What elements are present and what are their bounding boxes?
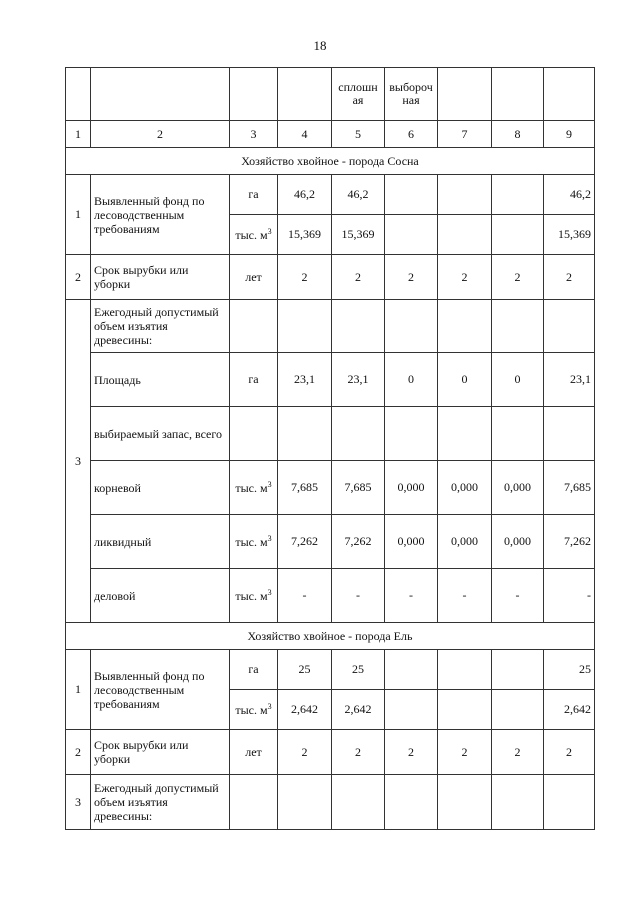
unit-cell: тыс. $м^3$ bbox=[230, 690, 278, 730]
section-title-row bbox=[66, 623, 595, 650]
value-cell: 0 bbox=[492, 353, 544, 407]
section-title: Хозяйство хвойное - порода Ель bbox=[66, 623, 595, 650]
unit-cell: тыс. $м^3$ bbox=[230, 215, 278, 255]
value-cell: 2 bbox=[278, 730, 332, 775]
unit-cell: тыс. $м^3$ bbox=[230, 461, 278, 515]
col-number: 3 bbox=[230, 121, 278, 148]
value-cell: 2 bbox=[544, 730, 595, 775]
value-cell: 7,262 bbox=[544, 515, 595, 569]
column-number-row bbox=[66, 121, 595, 148]
row-number: 3 bbox=[66, 775, 91, 830]
value-cell: 25 bbox=[278, 650, 332, 690]
row-label: корневой bbox=[91, 461, 230, 515]
table-row bbox=[66, 353, 595, 407]
value-cell: 2 bbox=[278, 255, 332, 300]
table-row bbox=[66, 175, 595, 215]
row-number: 2 bbox=[66, 730, 91, 775]
table-row bbox=[66, 650, 595, 690]
value-cell: 2 bbox=[438, 255, 492, 300]
value-cell: 2 bbox=[332, 730, 385, 775]
row-label: деловой bbox=[91, 569, 230, 623]
value-cell: 0,000 bbox=[385, 515, 438, 569]
section-title-row bbox=[66, 148, 595, 175]
unit-cell: тыс. $м^3$ bbox=[230, 569, 278, 623]
row-number: 3 bbox=[66, 300, 91, 623]
value-cell: 2 bbox=[332, 255, 385, 300]
value-cell: 2 bbox=[385, 730, 438, 775]
row-label: Выявленный фонд по лесоводственным требованиям bbox=[91, 175, 230, 255]
row-number: 1 bbox=[66, 175, 91, 255]
value-cell: - bbox=[332, 569, 385, 623]
value-cell: 23,1 bbox=[332, 353, 385, 407]
value-cell: 7,685 bbox=[332, 461, 385, 515]
table-row bbox=[66, 569, 595, 623]
value-cell: 7,685 bbox=[278, 461, 332, 515]
value-cell: 0,000 bbox=[492, 461, 544, 515]
col-number: 5 bbox=[332, 121, 385, 148]
value-cell: 46,2 bbox=[544, 175, 595, 215]
value-cell: 0,000 bbox=[492, 515, 544, 569]
value-cell: 23,1 bbox=[278, 353, 332, 407]
header-col5: сплошн ая bbox=[332, 68, 385, 121]
col-number: 8 bbox=[492, 121, 544, 148]
table-row bbox=[66, 730, 595, 775]
header-col6: выбороч ная bbox=[385, 68, 438, 121]
value-cell: - bbox=[385, 569, 438, 623]
row-label: Площадь bbox=[91, 353, 230, 407]
row-number: 2 bbox=[66, 255, 91, 300]
value-cell: 25 bbox=[544, 650, 595, 690]
col-number: 9 bbox=[544, 121, 595, 148]
value-cell: 15,369 bbox=[332, 215, 385, 255]
forest-data-table bbox=[65, 67, 595, 830]
row-label: Срок вырубки или уборки bbox=[91, 255, 230, 300]
row-label: Ежегодный допустимый объем изъятия древесины: bbox=[91, 775, 230, 830]
table-row bbox=[66, 407, 595, 461]
unit-cell: тыс. $м^3$ bbox=[230, 515, 278, 569]
value-cell: 0 bbox=[385, 353, 438, 407]
value-cell: - bbox=[544, 569, 595, 623]
value-cell: 25 bbox=[332, 650, 385, 690]
page-number: 18 bbox=[313, 38, 327, 53]
value-cell: 7,685 bbox=[544, 461, 595, 515]
value-cell: 2 bbox=[492, 730, 544, 775]
table-row bbox=[66, 515, 595, 569]
value-cell: 46,2 bbox=[278, 175, 332, 215]
value-cell: 2,642 bbox=[544, 690, 595, 730]
col-number: 7 bbox=[438, 121, 492, 148]
row-label: Ежегодный допустимый объем изъятия древесины: bbox=[91, 300, 230, 353]
value-cell: 15,369 bbox=[278, 215, 332, 255]
value-cell: 2,642 bbox=[332, 690, 385, 730]
value-cell: 0 bbox=[438, 353, 492, 407]
unit-cell: лет bbox=[230, 255, 278, 300]
table-row bbox=[66, 255, 595, 300]
value-cell: 0,000 bbox=[438, 515, 492, 569]
value-cell: 2 bbox=[385, 255, 438, 300]
unit-cell: га bbox=[230, 175, 278, 215]
unit-cell: га bbox=[230, 650, 278, 690]
unit-cell: лет bbox=[230, 730, 278, 775]
value-cell: 2,642 bbox=[278, 690, 332, 730]
value-cell: 2 bbox=[492, 255, 544, 300]
col-number: 2 bbox=[91, 121, 230, 148]
value-cell: 7,262 bbox=[332, 515, 385, 569]
value-cell: - bbox=[278, 569, 332, 623]
value-cell: 2 bbox=[438, 730, 492, 775]
value-cell: - bbox=[492, 569, 544, 623]
value-cell: 0,000 bbox=[438, 461, 492, 515]
row-label: ликвидный bbox=[91, 515, 230, 569]
row-label: Выявленный фонд по лесоводственным требованиям bbox=[91, 650, 230, 730]
col-number: 1 bbox=[66, 121, 91, 148]
unit-cell: га bbox=[230, 353, 278, 407]
table-row bbox=[66, 461, 595, 515]
table-row bbox=[66, 300, 595, 353]
value-cell: 46,2 bbox=[332, 175, 385, 215]
value-cell: 2 bbox=[544, 255, 595, 300]
row-label: Срок вырубки или уборки bbox=[91, 730, 230, 775]
header-row bbox=[66, 68, 595, 121]
value-cell: 7,262 bbox=[278, 515, 332, 569]
section-title: Хозяйство хвойное - порода Сосна bbox=[66, 148, 595, 175]
row-number: 1 bbox=[66, 650, 91, 730]
table-row bbox=[66, 775, 595, 830]
value-cell: - bbox=[438, 569, 492, 623]
value-cell: 23,1 bbox=[544, 353, 595, 407]
value-cell: 15,369 bbox=[544, 215, 595, 255]
value-cell: 0,000 bbox=[385, 461, 438, 515]
col-number: 6 bbox=[385, 121, 438, 148]
row-label: выбираемый запас, всего bbox=[91, 407, 230, 461]
col-number: 4 bbox=[278, 121, 332, 148]
